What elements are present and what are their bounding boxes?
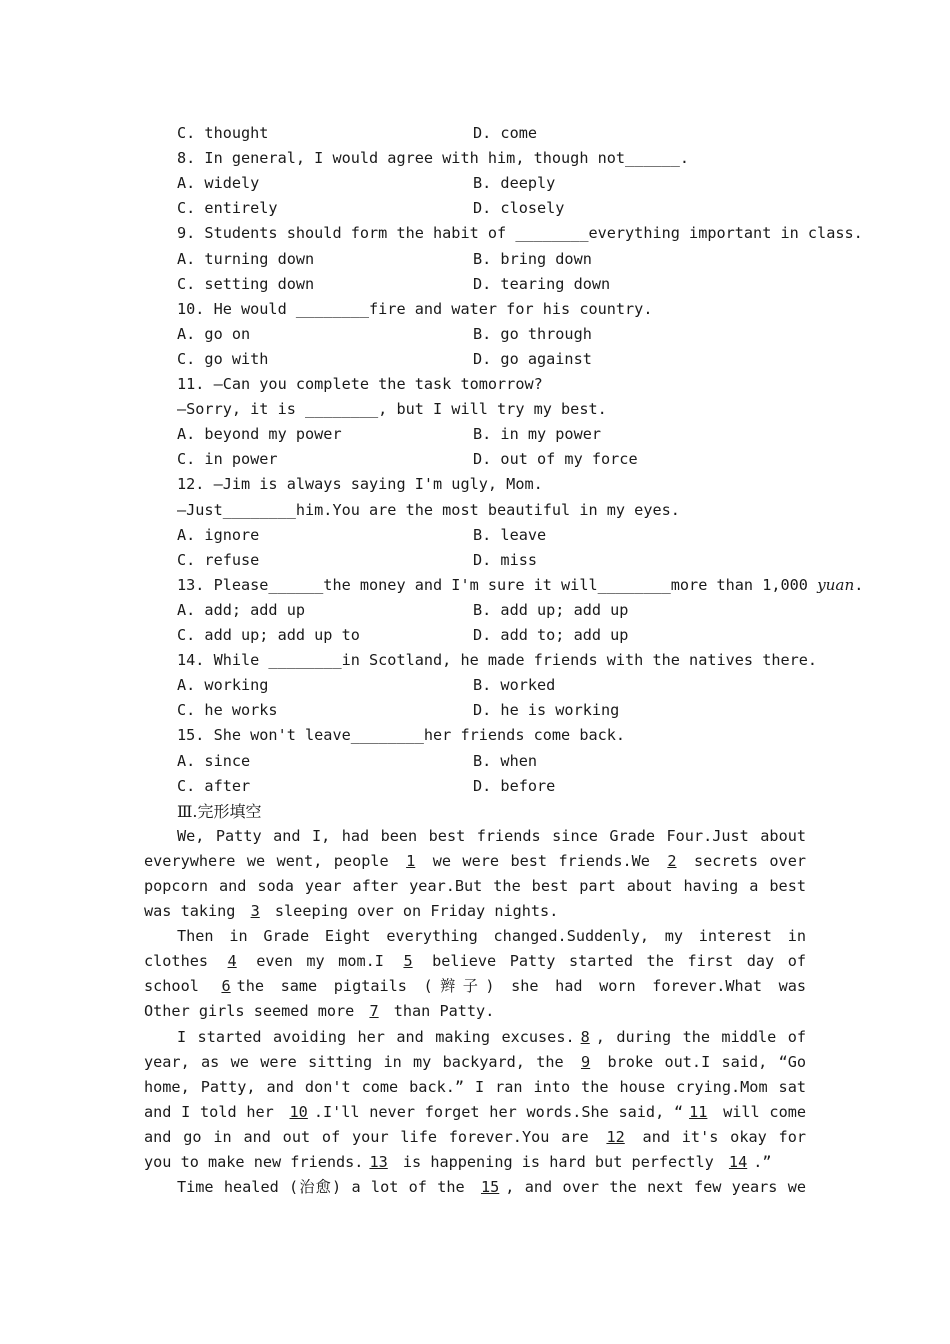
question-stem: 12. —Jim is always saying I'm ugly, Mom. — [177, 475, 543, 494]
passage-text: Time healed (治愈) a lot of the — [177, 1178, 475, 1197]
question-stem: 8. In general, I would agree with him, though not______. — [177, 149, 690, 168]
passage-text: everywhere we went, people — [144, 851, 401, 870]
passage-text: home, Patty, and don't come back.” I ran into the house crying.Mom sat — [144, 1077, 806, 1096]
passage-text: popcorn and soda year after year.But the best part about having a best — [144, 876, 806, 895]
passage-line — [144, 1075, 806, 1100]
option-right: B. in my power — [473, 425, 602, 444]
option-left: C. add up; add up to — [177, 626, 360, 644]
option-right: B. leave — [473, 525, 547, 544]
passage-line — [144, 999, 806, 1024]
dialogue-line: —Sorry, it is ________, but I will try my best. — [177, 400, 607, 419]
option-right: B. worked — [473, 676, 556, 695]
question-stem: 11. —Can you complete the task tomorrow? — [177, 375, 543, 393]
passage-text: , during the middle of — [595, 1027, 806, 1046]
passage-text: We, Patty and I, had been best friends since Grade Four.Just about — [177, 826, 806, 845]
passage-text: broke out.I said, “Go — [596, 1052, 806, 1071]
passage-text: sleeping over on Friday nights. — [265, 902, 559, 921]
option-right: B. go through — [473, 324, 592, 343]
passage-line — [144, 849, 806, 874]
option-right: B. bring down — [473, 249, 592, 268]
passage-line — [144, 974, 806, 999]
passage-text: we were best friends.We — [421, 851, 662, 870]
passage-text: .I'll never forget her words.She said, “ — [313, 1102, 684, 1121]
passage-text: you to make new friends. — [144, 1153, 364, 1172]
cloze-passage — [144, 824, 806, 1200]
option-right: D. closely — [473, 199, 565, 218]
passage-text: than Patty. — [384, 1002, 495, 1021]
question-tail: . — [854, 575, 864, 594]
passage-line — [144, 1100, 806, 1125]
passage-text: I started avoiding her and making excuses. — [177, 1027, 575, 1046]
cloze-blank: 2 — [667, 851, 677, 870]
question-stem: 10. He would ________fire and water for his country. — [177, 299, 653, 318]
passage-text: secrets over — [682, 851, 806, 870]
passage-text: Other girls seemed more — [144, 1002, 364, 1021]
passage-text: even my mom.I — [242, 952, 398, 971]
question-stem: 9. Students should form the habit of ________everything important in class. — [177, 224, 863, 243]
option-left: A. since — [177, 751, 251, 770]
cloze-blank: 15 — [480, 1178, 500, 1197]
passage-line — [144, 1125, 806, 1150]
passage-text: believe Patty started the first day of — [418, 952, 806, 971]
passage-line — [144, 824, 806, 849]
option-left: C. in power — [177, 450, 278, 469]
option-left: C. entirely — [177, 199, 278, 218]
passage-text: , and over the next few years we — [505, 1178, 806, 1197]
cloze-blank: 9 — [581, 1052, 591, 1071]
cloze-blank: 10 — [289, 1102, 308, 1121]
option-left: A. ignore — [177, 525, 260, 544]
option-left: A. working — [177, 676, 269, 695]
passage-text: Then in Grade Eight everything changed.Suddenly, my interest in — [177, 927, 806, 946]
passage-line — [144, 1050, 806, 1075]
option-right: D. come — [473, 124, 538, 142]
option-left: A. add; add up — [177, 600, 306, 619]
cloze-blank: 7 — [369, 1002, 379, 1021]
passage-text: clothes — [144, 952, 222, 971]
passage-line — [144, 1025, 806, 1050]
passage-text: is happening is hard but perfectly — [393, 1153, 723, 1172]
cloze-blank: 14 — [728, 1153, 748, 1172]
cloze-blank: 11 — [689, 1102, 708, 1121]
option-left: C. after — [177, 776, 251, 795]
option-left: C. he works — [177, 701, 278, 720]
option-left: C. go with — [177, 349, 269, 368]
cloze-blank: 3 — [250, 902, 260, 921]
option-right: D. add to; add up — [473, 626, 629, 644]
option-right: B. when — [473, 751, 538, 770]
option-right: B. add up; add up — [473, 600, 629, 619]
option-left: C. setting down — [177, 274, 315, 293]
passage-text: and it's okay for — [642, 1127, 806, 1146]
passage-line — [144, 924, 806, 949]
passage-text: and go in and out of your life forever.You are — [144, 1127, 601, 1146]
passage-line — [144, 1175, 806, 1200]
passage-line — [144, 949, 806, 974]
option-left: A. go on — [177, 324, 251, 343]
cloze-blank: 5 — [403, 952, 413, 971]
option-left: A. widely — [177, 174, 260, 193]
question-stem: 14. While ________in Scotland, he made friends with the natives there. — [177, 651, 818, 670]
option-right: D. miss — [473, 550, 538, 569]
passage-line — [144, 874, 806, 899]
cloze-blank: 13 — [369, 1153, 388, 1172]
passage-text: the same pigtails (辫子) she had worn forever.What was — [236, 977, 806, 996]
cloze-blank: 8 — [580, 1027, 590, 1046]
question-stem: 15. She won't leave________her friends come back. — [177, 726, 626, 745]
option-left: C. refuse — [177, 550, 260, 569]
option-left: A. beyond my power — [177, 425, 342, 444]
passage-line — [144, 899, 806, 924]
cloze-blank: 6 — [221, 977, 231, 996]
question-italic: yuan — [817, 575, 855, 594]
passage-text: and I told her — [144, 1102, 284, 1121]
cloze-blank: 12 — [606, 1127, 625, 1146]
option-left: C. thought — [177, 124, 269, 142]
option-left: A. turning down — [177, 249, 315, 268]
passage-text: school — [144, 977, 216, 996]
option-right: D. he is working — [473, 701, 620, 720]
option-right: D. go against — [473, 349, 592, 368]
passage-text: will come — [713, 1102, 806, 1121]
section-heading: Ⅲ.完形填空 — [177, 801, 262, 821]
question-text: 13. Please______the money and I'm sure it will________more than 1,000 — [177, 575, 818, 594]
cloze-blank: 4 — [227, 952, 237, 971]
question-stem — [177, 573, 863, 598]
dialogue-line: —Just________him.You are the most beautiful in my eyes. — [177, 500, 680, 519]
passage-text: .” — [753, 1153, 772, 1172]
cloze-blank: 1 — [406, 851, 416, 870]
passage-text: was taking — [144, 902, 245, 921]
option-right: B. deeply — [473, 174, 556, 193]
option-right: D. tearing down — [473, 274, 611, 293]
passage-line — [144, 1150, 806, 1175]
passage-text: year, as we were sitting in my backyard, the — [144, 1052, 575, 1071]
option-right: D. out of my force — [473, 450, 638, 469]
option-right: D. before — [473, 776, 556, 795]
